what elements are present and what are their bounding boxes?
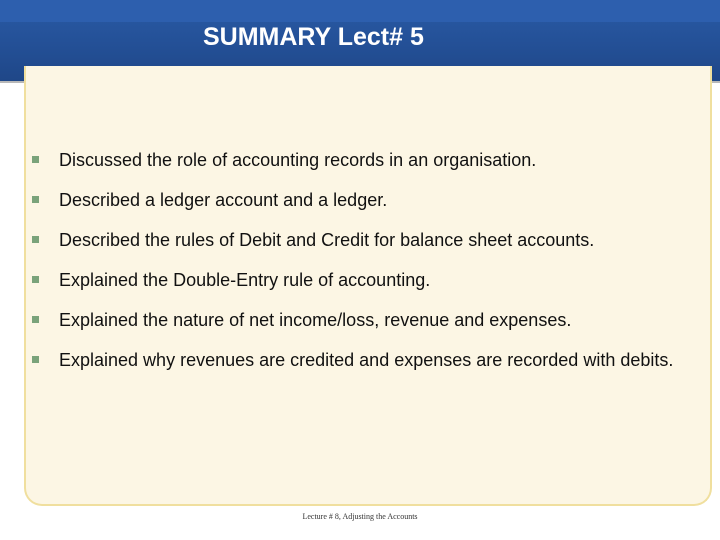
header-top-strip <box>0 0 720 22</box>
square-bullet-icon <box>32 276 39 283</box>
bullet-text: Described the rules of Debit and Credit for balance sheet accounts. <box>59 230 595 250</box>
bullet-item <box>32 342 692 379</box>
bullet-list <box>32 142 692 382</box>
slide-footer: Lecture # 8, Adjusting the Accounts <box>302 512 418 521</box>
bullet-text: Explained why revenues are credited and expenses are recorded with debits. <box>59 350 674 370</box>
bullet-item <box>32 142 692 179</box>
bullet-text: Discussed the role of accounting records in an organisation. <box>59 150 537 170</box>
slide-title: SUMMARY Lect# 5 <box>203 23 424 51</box>
bullet-item <box>32 302 692 339</box>
bullet-text: Explained the nature of net income/loss, revenue and expenses. <box>59 310 572 330</box>
bullet-item <box>32 182 692 219</box>
square-bullet-icon <box>32 236 39 243</box>
bullet-text: Described a ledger account and a ledger. <box>59 190 388 210</box>
bullet-text: Explained the Double-Entry rule of accounting. <box>59 270 431 290</box>
bullet-item <box>32 222 692 259</box>
square-bullet-icon <box>32 356 39 363</box>
square-bullet-icon <box>32 156 39 163</box>
square-bullet-icon <box>32 316 39 323</box>
bullet-item <box>32 262 692 299</box>
square-bullet-icon <box>32 196 39 203</box>
